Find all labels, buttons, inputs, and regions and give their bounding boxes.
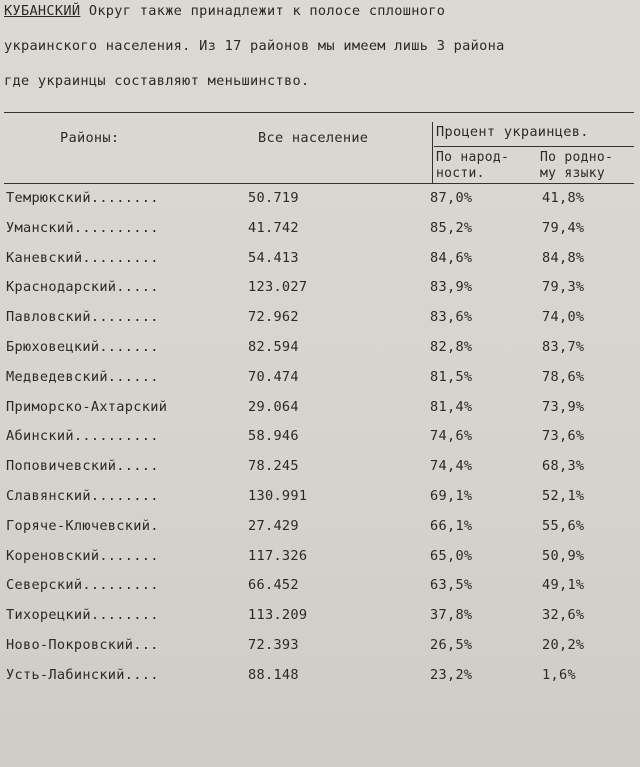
district-name: Приморско-Ахтарский xyxy=(6,398,168,415)
percent-by-language: 79,3% xyxy=(542,279,585,296)
percent-by-language: 68,3% xyxy=(542,458,585,475)
population-total: 82.594 xyxy=(248,338,299,355)
table-row xyxy=(4,273,636,303)
percent-by-nationality: 74,6% xyxy=(430,428,473,445)
intro-paragraph xyxy=(4,0,634,93)
district-name: Северский......... xyxy=(6,577,159,594)
table-row xyxy=(4,244,636,274)
percent-by-nationality: 74,4% xyxy=(430,458,473,475)
percent-by-language: 73,9% xyxy=(542,398,585,415)
header-population: Все население xyxy=(258,130,369,146)
percent-by-language: 78,6% xyxy=(542,368,585,385)
percent-by-nationality: 83,6% xyxy=(430,309,473,326)
table-top-rule xyxy=(4,112,634,113)
district-name: Темрюкский........ xyxy=(6,190,159,206)
population-total: 113.209 xyxy=(248,607,308,624)
percent-by-language: 74,0% xyxy=(542,309,585,326)
percent-by-nationality: 81,4% xyxy=(430,398,473,415)
intro-line-2: украинского населения. Из 17 районов мы имеем лишь 3 района xyxy=(4,38,505,54)
table-row xyxy=(4,542,636,572)
percent-by-language: 73,6% xyxy=(542,428,585,445)
district-name: Кореновский....... xyxy=(6,547,159,564)
population-total: 78.245 xyxy=(248,458,299,475)
district-name: Славянский........ xyxy=(6,487,159,504)
population-total: 54.413 xyxy=(248,249,299,266)
population-total: 88.148 xyxy=(248,666,299,683)
population-total: 29.064 xyxy=(248,398,299,415)
percent-by-language: 49,1% xyxy=(542,577,585,594)
table-row xyxy=(4,452,636,482)
table-row xyxy=(4,363,636,393)
percent-by-language: 55,6% xyxy=(542,517,585,534)
population-total: 41.742 xyxy=(248,219,299,236)
table-row xyxy=(4,303,636,333)
intro-line-3: где украинцы составляют меньшинство. xyxy=(4,73,310,89)
population-total: 72.962 xyxy=(248,309,299,326)
percent-by-language: 79,4% xyxy=(542,219,585,236)
table-row xyxy=(4,512,636,542)
table-body xyxy=(4,184,636,691)
percent-by-language: 52,1% xyxy=(542,487,585,504)
district-name: Уманский.......... xyxy=(6,219,159,236)
district-name: Павловский........ xyxy=(6,309,159,326)
population-total: 117.326 xyxy=(248,547,308,564)
percent-by-nationality: 81,5% xyxy=(430,368,473,385)
percent-by-nationality: 84,6% xyxy=(430,249,473,266)
intro-region-name: КУБАНСКИЙ xyxy=(4,3,81,19)
percent-by-nationality: 65,0% xyxy=(430,547,473,564)
percent-by-language: 32,6% xyxy=(542,607,585,624)
percent-by-nationality: 63,5% xyxy=(430,577,473,594)
table-row xyxy=(4,631,636,661)
percent-by-language: 20,2% xyxy=(542,636,585,653)
population-total: 27.429 xyxy=(248,517,299,534)
percent-by-nationality: 26,5% xyxy=(430,636,473,653)
percent-by-language: 41,8% xyxy=(542,190,585,206)
percent-by-language: 1,6% xyxy=(542,666,576,683)
percent-by-language: 83,7% xyxy=(542,338,585,355)
table-row xyxy=(4,393,636,423)
district-name: Брюховецкий....... xyxy=(6,338,159,355)
district-name: Горяче-Ключевский. xyxy=(6,517,159,534)
percent-by-nationality: 23,2% xyxy=(430,666,473,683)
percent-by-nationality: 66,1% xyxy=(430,517,473,534)
percent-by-nationality: 85,2% xyxy=(430,219,473,236)
percent-group-rule xyxy=(434,146,634,147)
table-row xyxy=(4,422,636,452)
percent-by-nationality: 37,8% xyxy=(430,607,473,624)
percent-by-language: 84,8% xyxy=(542,249,585,266)
percent-by-nationality: 83,9% xyxy=(430,279,473,296)
intro-line-1-rest: Округ также принадлежит к полосе сплошного xyxy=(80,3,446,19)
percent-by-nationality: 87,0% xyxy=(430,190,473,206)
population-total: 58.946 xyxy=(248,428,299,445)
percent-by-language: 50,9% xyxy=(542,547,585,564)
table-row xyxy=(4,571,636,601)
header-district: Районы: xyxy=(60,130,120,146)
percent-by-nationality: 82,8% xyxy=(430,338,473,355)
intro-line-1 xyxy=(4,0,634,23)
population-total: 66.452 xyxy=(248,577,299,594)
district-name: Краснодарский..... xyxy=(6,279,159,296)
district-name: Каневский......... xyxy=(6,249,159,266)
district-name: Тихорецкий........ xyxy=(6,607,159,624)
header-by-language: По родно- му языку xyxy=(540,150,614,181)
percent-by-nationality: 69,1% xyxy=(430,487,473,504)
table-row xyxy=(4,661,636,691)
district-name: Ново-Покровский... xyxy=(6,636,159,653)
table-row xyxy=(4,184,636,214)
population-total: 50.719 xyxy=(248,190,299,206)
district-name: Абинский.......... xyxy=(6,428,159,445)
population-total: 130.991 xyxy=(248,487,308,504)
table-row xyxy=(4,214,636,244)
district-name: Поповичевский..... xyxy=(6,458,159,475)
district-name: Медведевский...... xyxy=(6,368,159,385)
population-total: 72.393 xyxy=(248,636,299,653)
header-divider xyxy=(432,122,433,184)
table-row xyxy=(4,333,636,363)
table-row xyxy=(4,482,636,512)
population-total: 70.474 xyxy=(248,368,299,385)
district-name: Усть-Лабинский.... xyxy=(6,666,159,683)
header-by-nationality: По народ- ности. xyxy=(436,150,510,181)
header-percent-group: Процент украинцев. xyxy=(436,124,589,140)
population-total: 123.027 xyxy=(248,279,308,296)
table-row xyxy=(4,601,636,631)
